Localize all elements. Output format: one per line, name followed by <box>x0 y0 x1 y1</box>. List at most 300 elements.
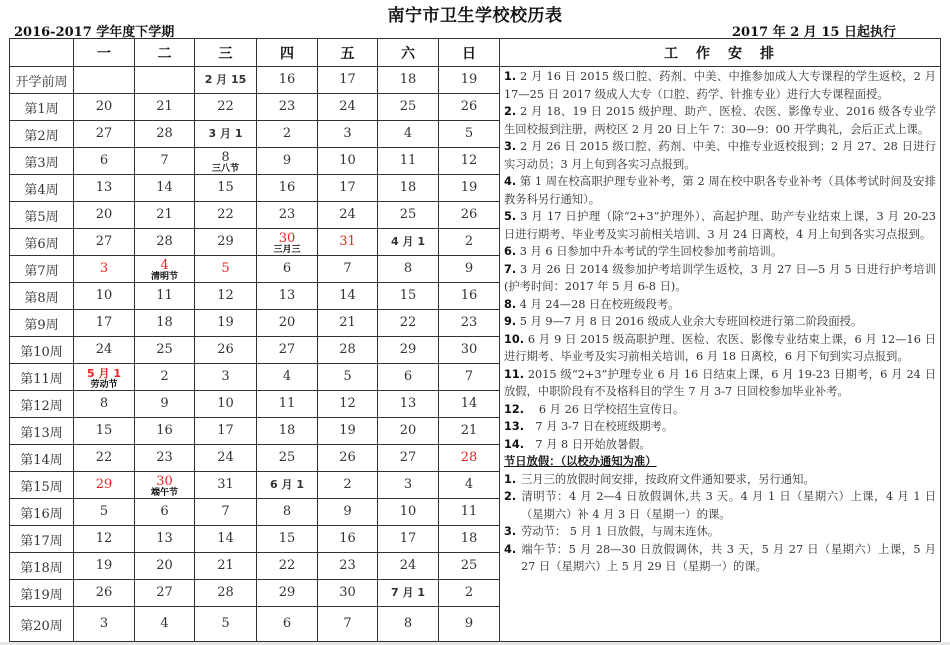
day-cell <box>74 256 135 283</box>
day-cell <box>257 310 318 337</box>
week-label: 第8周 <box>10 283 74 310</box>
semester-label: 2016-2017 学年度下学期 <box>14 25 175 40</box>
week-label: 第10周 <box>10 337 74 364</box>
day-cell <box>195 499 257 526</box>
day-number: 13 <box>399 396 417 411</box>
week-label: 第5周 <box>10 202 74 229</box>
day-number: 7 <box>160 153 169 168</box>
holiday-item <box>504 541 936 576</box>
day-cell <box>318 499 378 526</box>
day-cell <box>439 229 500 256</box>
holiday-note: 三八节 <box>211 164 239 174</box>
day-number: 28 <box>460 450 478 465</box>
day-cell <box>318 391 378 418</box>
day-cell <box>74 418 135 445</box>
day-number: 21 <box>339 315 356 330</box>
item-text: 三月三的放假时间安排，按政府文件通知要求，另行通知。 <box>521 472 815 486</box>
day-cell <box>74 283 135 310</box>
day-cell <box>439 256 500 283</box>
day-number: 24 <box>217 450 234 465</box>
day-cell <box>74 391 135 418</box>
holiday-note: 劳动节 <box>90 380 118 390</box>
day-cell <box>135 94 195 121</box>
work-item <box>504 296 936 314</box>
day-cell <box>318 94 378 121</box>
day-number: 18 <box>399 72 417 87</box>
day-number: 17 <box>339 72 356 87</box>
day-cell <box>74 67 135 94</box>
day-number: 17 <box>217 423 234 438</box>
day-cell <box>257 67 318 94</box>
day-cell <box>195 121 257 148</box>
day-number: 21 <box>156 99 173 114</box>
day-number: 18 <box>460 531 478 546</box>
day-number: 29 <box>95 477 113 492</box>
day-number: 2 <box>282 126 292 141</box>
day-cell <box>318 148 378 175</box>
day-number: 7 <box>464 369 474 384</box>
weekday-header-wed: 三 <box>195 39 257 67</box>
item-number: 4. <box>504 175 517 188</box>
day-cell <box>439 283 500 310</box>
holiday-note: 端午节 <box>150 488 178 498</box>
day-cell <box>318 553 378 580</box>
day-number: 30 <box>460 342 478 357</box>
day-cell <box>195 256 257 283</box>
day-number: 27 <box>95 126 113 141</box>
day-number: 24 <box>95 342 113 357</box>
day-cell <box>135 526 195 553</box>
day-cell <box>135 310 195 337</box>
day-number: 22 <box>95 450 113 465</box>
day-cell <box>378 364 439 391</box>
day-number: 19 <box>95 558 113 573</box>
day-number: 12 <box>460 153 478 168</box>
day-cell <box>318 67 378 94</box>
day-cell <box>439 445 500 472</box>
work-arrangement-panel <box>500 67 941 642</box>
day-cell <box>439 310 500 337</box>
day-cell <box>257 364 318 391</box>
day-cell <box>257 472 318 499</box>
day-number: 5 <box>99 504 109 519</box>
item-number: 11. <box>504 367 525 381</box>
day-number: 18 <box>278 423 296 438</box>
day-cell <box>74 202 135 229</box>
day-number: 3 <box>343 126 352 141</box>
week-label: 第7周 <box>10 256 74 283</box>
day-number: 8 <box>99 396 109 411</box>
day-cell <box>74 364 135 391</box>
day-cell <box>439 364 500 391</box>
day-number: 10 <box>217 396 234 411</box>
holiday-item <box>504 488 936 523</box>
day-cell <box>74 580 135 607</box>
day-number: 27 <box>156 585 173 600</box>
day-number: 16 <box>460 288 478 303</box>
day-cell <box>318 472 378 499</box>
day-cell <box>135 67 195 94</box>
day-cell <box>378 121 439 148</box>
day-number: 19 <box>339 423 356 438</box>
day-cell <box>378 391 439 418</box>
day-number: 10 <box>339 153 356 168</box>
day-number: 15 <box>95 423 113 438</box>
week-label: 开学前周 <box>10 67 74 94</box>
holiday-note: 三月三 <box>273 245 301 255</box>
work-item <box>504 366 936 401</box>
week-header-cell <box>10 39 74 67</box>
day-cell <box>318 337 378 364</box>
day-cell <box>378 580 439 607</box>
day-number: 26 <box>460 207 478 222</box>
day-number: 20 <box>156 558 173 573</box>
week-label: 第11周 <box>10 364 74 391</box>
work-item <box>504 436 936 454</box>
day-cell <box>439 472 500 499</box>
work-item <box>504 173 936 208</box>
day-cell <box>74 121 135 148</box>
week-label: 第18周 <box>10 553 74 580</box>
day-cell <box>257 256 318 283</box>
day-number: 9 <box>464 616 474 631</box>
day-number: 17 <box>95 315 113 330</box>
day-number: 28 <box>339 342 356 357</box>
day-number: 21 <box>156 207 173 222</box>
day-number: 2 <box>160 369 169 384</box>
day-number: 28 <box>217 585 234 600</box>
day-cell <box>257 202 318 229</box>
month-start-date: 4 月 1 <box>391 235 425 248</box>
day-cell <box>439 202 500 229</box>
day-number: 4 <box>160 616 169 631</box>
work-item <box>504 208 936 243</box>
day-cell <box>195 553 257 580</box>
day-cell <box>439 607 500 642</box>
day-cell <box>135 445 195 472</box>
day-number: 4 <box>403 126 413 141</box>
holiday-item <box>504 471 936 489</box>
day-number: 17 <box>399 531 417 546</box>
day-number: 20 <box>278 315 296 330</box>
day-number: 14 <box>156 180 173 195</box>
day-cell <box>257 607 318 642</box>
day-cell <box>74 310 135 337</box>
day-number: 23 <box>339 558 356 573</box>
item-text: 第 1 周在校高职护理专业补考，第 2 周在校中职各专业补考（具体考试时间及安排教务科另行通知）。 <box>504 175 936 206</box>
day-cell <box>74 175 135 202</box>
day-cell <box>135 175 195 202</box>
day-number: 17 <box>339 180 356 195</box>
day-number: 23 <box>156 450 173 465</box>
day-number: 11 <box>399 153 417 168</box>
day-number: 8 <box>403 616 413 631</box>
day-cell <box>378 526 439 553</box>
item-text: 3 月 26 日 2014 级参加护考培训学生返校，3 月 27 日—5 月 5 日进行护考培训(护考时间：2017 年 5 月 6-8 日)。 <box>504 262 936 293</box>
day-number: 24 <box>399 558 417 573</box>
item-number: 8. <box>504 297 517 311</box>
day-cell <box>135 472 195 499</box>
week-label: 第13周 <box>10 418 74 445</box>
day-cell <box>135 364 195 391</box>
day-cell <box>378 148 439 175</box>
day-cell <box>439 499 500 526</box>
day-cell <box>74 499 135 526</box>
day-cell <box>318 445 378 472</box>
work-arrangement-header: 工 作 安 排 <box>500 39 941 67</box>
day-cell <box>135 499 195 526</box>
day-cell <box>257 391 318 418</box>
day-number: 2 <box>464 234 474 249</box>
day-cell <box>439 553 500 580</box>
work-item <box>504 401 936 419</box>
day-number: 19 <box>217 315 234 330</box>
day-number: 23 <box>460 315 478 330</box>
day-cell <box>318 229 378 256</box>
day-number: 6 <box>99 153 109 168</box>
day-cell <box>439 580 500 607</box>
item-number: 7. <box>504 262 517 276</box>
day-cell <box>135 148 195 175</box>
day-cell <box>195 337 257 364</box>
day-number: 2 <box>343 477 352 492</box>
day-cell <box>195 526 257 553</box>
day-cell <box>257 337 318 364</box>
day-cell <box>439 148 500 175</box>
day-number: 30 <box>156 474 173 489</box>
day-cell <box>257 580 318 607</box>
day-cell <box>257 121 318 148</box>
page-title: 南宁市卫生学校校历表 <box>387 6 563 26</box>
item-number: 3. <box>504 140 517 153</box>
day-cell <box>318 364 378 391</box>
weekday-header-thu: 四 <box>257 39 318 67</box>
day-cell <box>135 121 195 148</box>
weekday-header-tue: 二 <box>135 39 195 67</box>
item-text: 5 月 9—7 月 8 日 2016 级成人业余大专班回校进行第二阶段面授。 <box>516 315 863 328</box>
work-item <box>504 138 936 173</box>
day-number: 7 <box>343 261 352 276</box>
day-number: 5 <box>464 126 474 141</box>
day-cell <box>74 526 135 553</box>
day-number: 16 <box>339 531 356 546</box>
day-number: 9 <box>464 261 474 276</box>
day-number: 15 <box>399 288 417 303</box>
weekday-header-sat: 六 <box>378 39 439 67</box>
item-text: 劳动节： 5 月 1 日放假，与周末连休。 <box>521 525 720 538</box>
day-number: 14 <box>460 396 478 411</box>
weekday-header-sun: 日 <box>439 39 500 67</box>
item-text: 3 月 6 日参加中升本考试的学生回校参加考前培训。 <box>516 245 783 258</box>
day-number: 5 <box>221 616 230 631</box>
day-cell <box>74 148 135 175</box>
day-number: 11 <box>156 288 173 303</box>
day-cell <box>135 337 195 364</box>
item-text: 6 月 26 日学校招生宣传日。 <box>524 402 685 416</box>
day-cell <box>318 202 378 229</box>
day-cell <box>195 310 257 337</box>
day-cell <box>74 229 135 256</box>
day-cell <box>74 337 135 364</box>
day-number: 6 <box>160 504 169 519</box>
day-cell <box>318 580 378 607</box>
day-cell <box>195 472 257 499</box>
day-number: 22 <box>278 558 296 573</box>
day-number: 20 <box>95 99 113 114</box>
day-number: 25 <box>460 558 478 573</box>
day-cell <box>257 553 318 580</box>
day-cell <box>378 553 439 580</box>
day-number: 30 <box>278 231 296 246</box>
week-label: 第15周 <box>10 472 74 499</box>
day-cell <box>439 391 500 418</box>
item-text: 2015 级“2+3”护理专业 6 月 16 日结束上课，6 月 19-23 日期考，6 月 24 日放假，中职阶段有不及格科目的学生 7 月 3-7 日回校参加毕业补考。 <box>504 367 936 398</box>
day-number: 4 <box>160 258 169 273</box>
day-number: 28 <box>156 234 173 249</box>
day-cell <box>378 229 439 256</box>
day-number: 16 <box>278 72 296 87</box>
day-cell <box>378 418 439 445</box>
weekday-header-fri: 五 <box>318 39 378 67</box>
day-number: 8 <box>282 504 292 519</box>
day-cell <box>195 283 257 310</box>
work-item <box>504 331 936 366</box>
item-number: 1. <box>504 472 517 486</box>
day-cell <box>378 499 439 526</box>
day-cell <box>318 256 378 283</box>
day-cell <box>195 445 257 472</box>
day-number: 8 <box>221 150 230 165</box>
day-cell <box>257 445 318 472</box>
week-label: 第6周 <box>10 229 74 256</box>
item-number: 2. <box>504 105 517 118</box>
item-number: 14. <box>504 437 525 451</box>
day-number: 21 <box>217 558 234 573</box>
school-calendar-table <box>9 38 941 642</box>
day-cell <box>135 283 195 310</box>
day-cell <box>378 337 439 364</box>
work-item <box>504 243 936 261</box>
day-cell <box>195 364 257 391</box>
day-cell <box>318 526 378 553</box>
day-cell <box>257 283 318 310</box>
week-label: 第2周 <box>10 121 74 148</box>
day-number: 31 <box>339 234 356 249</box>
day-cell <box>195 580 257 607</box>
day-number: 12 <box>95 531 113 546</box>
day-number: 22 <box>217 99 234 114</box>
day-number: 26 <box>460 99 478 114</box>
day-cell <box>439 175 500 202</box>
day-number: 21 <box>460 423 478 438</box>
day-number: 25 <box>399 207 417 222</box>
work-item <box>504 418 936 436</box>
day-cell <box>439 94 500 121</box>
day-number: 9 <box>282 153 292 168</box>
item-number: 10. <box>504 332 525 346</box>
day-number: 9 <box>160 396 169 411</box>
item-number: 3. <box>504 525 517 538</box>
day-number: 13 <box>95 180 113 195</box>
day-cell <box>318 310 378 337</box>
day-number: 24 <box>339 99 356 114</box>
day-cell <box>318 283 378 310</box>
item-number: 2. <box>504 490 517 503</box>
holiday-item <box>504 523 936 541</box>
day-cell <box>378 310 439 337</box>
day-cell <box>195 148 257 175</box>
day-number: 27 <box>399 450 417 465</box>
day-cell <box>135 256 195 283</box>
day-number: 25 <box>399 99 417 114</box>
day-cell <box>318 607 378 642</box>
header-row <box>10 39 941 67</box>
day-number: 7 <box>343 616 352 631</box>
day-number: 20 <box>95 207 113 222</box>
day-number: 29 <box>399 342 417 357</box>
item-text: 端午节：5 月 28—30 日放假调休，共 3 天，5 月 27 日（星期六）上课，5 月 27 日（星期六）上 5 月 29 日（星期一）的课。 <box>521 542 936 573</box>
day-number: 29 <box>278 585 296 600</box>
item-text: 3 月 17 日护理（除“2+3”护理外）、高起护理、助产专业结束上课，3 月 20-23 日进行期考、毕业考及实习前相关培训、3 月 24 日离校，4 月上旬到各实习点报到。 <box>504 210 936 241</box>
day-cell <box>439 526 500 553</box>
day-number: 12 <box>339 396 356 411</box>
day-number: 18 <box>156 315 173 330</box>
day-number: 20 <box>399 423 417 438</box>
month-start-date: 2 月 15 <box>204 73 247 86</box>
day-cell <box>74 472 135 499</box>
day-number: 30 <box>339 585 356 600</box>
day-number: 5 <box>221 261 230 276</box>
calendar-row <box>10 67 941 94</box>
item-number: 6. <box>504 245 517 258</box>
day-number: 3 <box>99 261 109 276</box>
week-label: 第4周 <box>10 175 74 202</box>
day-cell <box>195 229 257 256</box>
week-label: 第16周 <box>10 499 74 526</box>
day-cell <box>318 418 378 445</box>
day-cell <box>135 229 195 256</box>
day-number: 16 <box>156 423 173 438</box>
day-number: 14 <box>339 288 356 303</box>
day-number: 9 <box>343 504 352 519</box>
day-number: 3 <box>99 616 109 631</box>
month-start-date: 6 月 1 <box>270 478 304 491</box>
day-cell <box>318 175 378 202</box>
day-number: 5 <box>343 369 352 384</box>
day-number: 2 <box>464 585 474 600</box>
day-number: 22 <box>217 207 234 222</box>
item-number: 5. <box>504 210 517 223</box>
week-label: 第3周 <box>10 148 74 175</box>
week-label: 第20周 <box>10 607 74 642</box>
day-cell <box>195 175 257 202</box>
day-cell <box>257 175 318 202</box>
day-cell <box>135 580 195 607</box>
day-cell <box>195 607 257 642</box>
day-number: 13 <box>156 531 173 546</box>
day-cell <box>257 499 318 526</box>
day-number: 13 <box>278 288 296 303</box>
day-number: 26 <box>339 450 356 465</box>
day-number: 25 <box>278 450 296 465</box>
day-cell <box>378 472 439 499</box>
month-start-date: 5 月 1 <box>87 367 121 380</box>
work-item <box>504 313 936 331</box>
day-cell <box>195 391 257 418</box>
work-item <box>504 68 936 103</box>
day-cell <box>439 121 500 148</box>
day-number: 11 <box>278 396 296 411</box>
